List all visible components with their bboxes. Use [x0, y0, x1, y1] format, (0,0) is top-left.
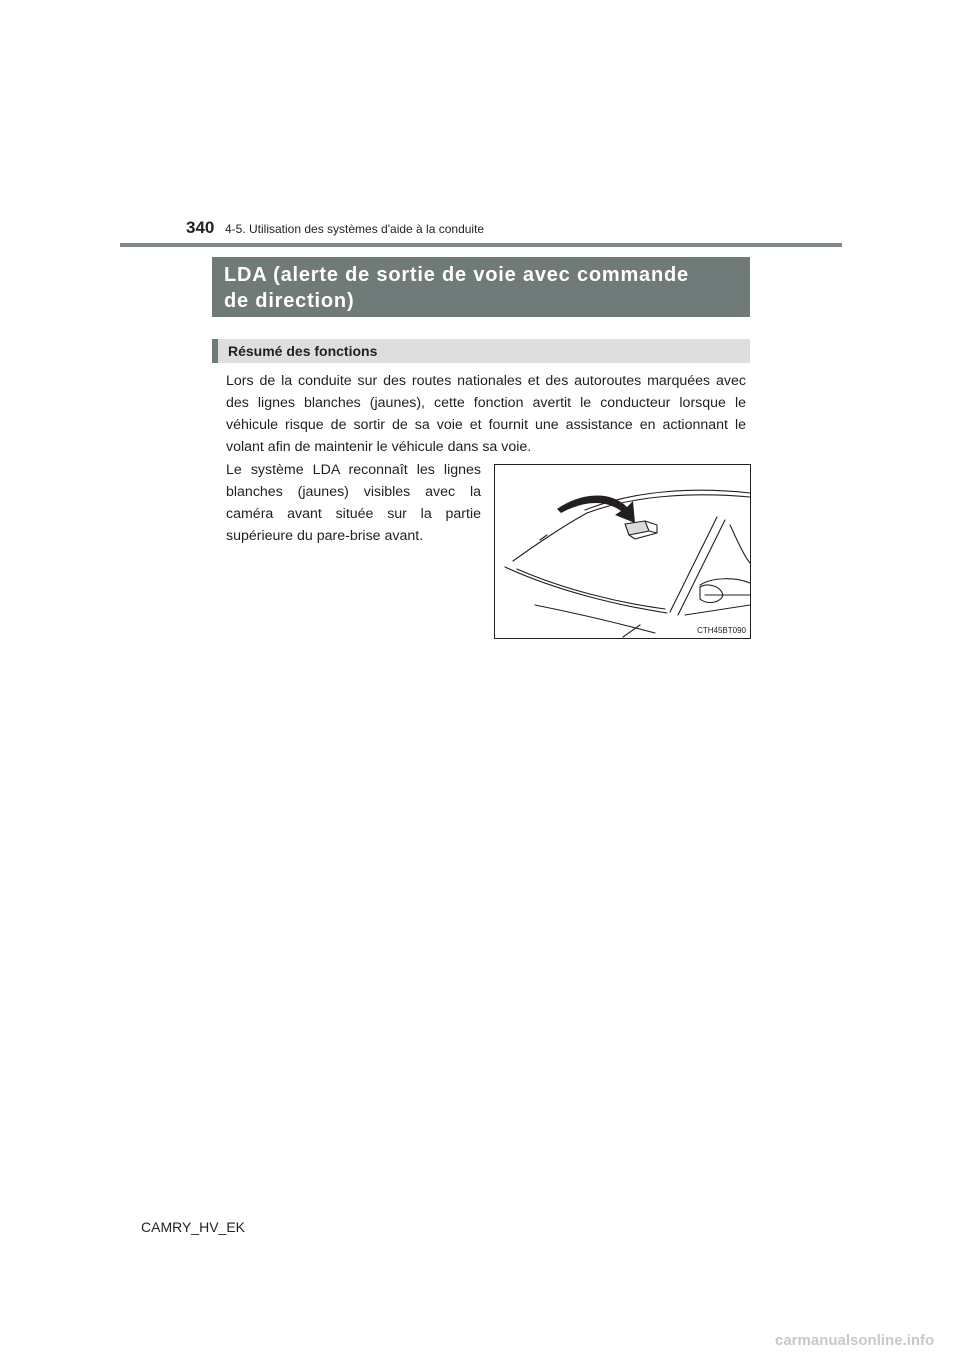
subsection-title: Résumé des fonctions	[228, 343, 378, 359]
section-title-line-2: de direction)	[224, 290, 355, 312]
header-rule	[120, 243, 842, 247]
subsection-marker	[212, 339, 218, 363]
section-title	[212, 257, 750, 317]
body-paragraph-2: Le système LDA reconnaît les lignes blanches (jaunes) visibles avec la caméra avant située sur la partie supérieure du pare-brise avant.	[226, 462, 481, 544]
page-number: 340	[186, 218, 215, 237]
running-header: 4-5. Utilisation des systèmes d'aide à la conduite	[225, 222, 485, 236]
body-paragraph-1: Lors de la conduite sur des routes nationales et des autoroutes marquées avec des lignes blanches (jaunes), cette fonction avertit le conducteur lorsque le véhicule risque de sortir de sa voie et fournit une assistance en actionnant le volant afin de maintenir le véhicule dans sa voie.	[226, 373, 746, 455]
windshield-camera-illustration	[495, 465, 750, 638]
figure-code: CTH45BT090	[697, 626, 746, 635]
footer-model: CAMRY_HV_EK	[141, 1219, 246, 1235]
windshield-camera-figure	[494, 464, 751, 639]
watermark: carmanualsonline.info	[775, 1332, 935, 1349]
subsection-header	[212, 339, 750, 363]
section-title-line-1: LDA (alerte de sortie de voie avec commande	[224, 264, 689, 286]
